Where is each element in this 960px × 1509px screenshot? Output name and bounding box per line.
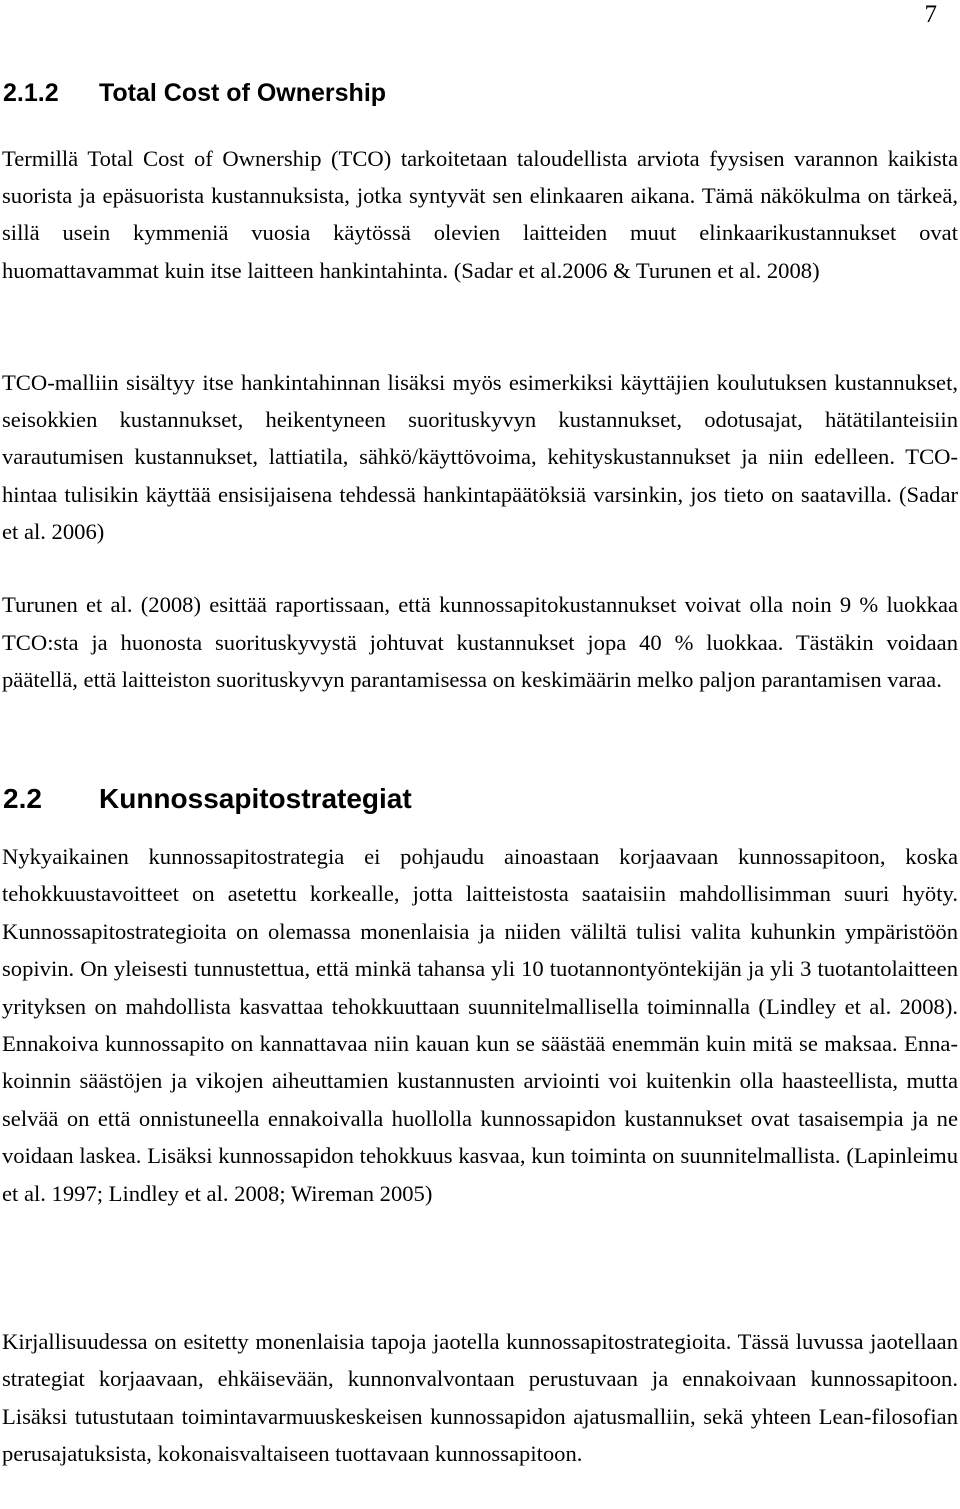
paragraph-tco-definition: Termillä Total Cost of Ownership (TCO) tarkoitetaan taloudellista arviota fyysisen varannon kaikista suorista ja epäsuorista kustannuksista, jotka syntyvät sen elinkaaren aikana. Tämä näkökulma on tärkeä, sillä usein kymmeniä vuosia käytössä olevien laitteiden muut elinkaarikustannukset ovat huomattavammat kuin itse laitteen hankintahinta. (Sadar et al.2006 & Turunen et al. 2008) bbox=[2, 146, 958, 283]
section-heading-2-1-2 bbox=[3, 77, 386, 109]
section-title: Total Cost of Ownership bbox=[99, 79, 387, 107]
section-number: 2.2 bbox=[3, 783, 42, 814]
section-title: Kunnossapitostrategiat bbox=[99, 783, 412, 814]
section-number: 2.1.2 bbox=[3, 79, 59, 107]
paragraph-modern-strategy: Nykyaikainen kunnossapitostrategia ei pohjaudu ainoastaan korjaavaan kunnossapitoon, koska tehokkuustavoitteet on asetettu korkealle, jotta laitteistosta saataisiin mahdollisimman suuri hyöty. Kunnossapitostrategioita on olemassa monenlaisia ja niiden väliltä tulisi valita kuhunkin ympäristöön sopivin. On yleisesti tunnustettua, että minkä tahansa yli 10 tuotannontyöntekijän ja yli 3 tuotantolaitteen yrityksen on mahdollista kasvattaa tehokkuuttaan suunnitelmallisella toiminnalla (Lindley et al. 2008). Ennakoiva kunnossapito on kannattavaa niin kauan kun se säästää enemmän kuin mitä se maksaa. Ennakoinnin säästöjen ja vikojen aiheuttamien kustannusten arviointi voi kuitenkin olla haasteellista, mutta selvää on että onnistuneella ennakoivalla huollolla kunnossapidon kustannukset ovat tasaisempia ja ne voidaan laskea. Lisäksi kunnossapidon tehokkuus kasvaa, kun toiminta on suunnitelmallista. (Lapinleimu et al. 1997; Lindley et al. 2008; Wireman 2005) bbox=[2, 844, 958, 1206]
paragraph-strategy-classification: Kirjallisuudessa on esitetty monenlaisia tapoja jaotella kunnossapitostrategioita. Tässä luvussa jaotellaan strategiat korjaavaan, ehkäisevään, kunnonvalvontaan perustuvaan ja ennakoivaan kunnossapitoon. Lisäksi tutustutaan toimintavarmuuskeskeisen kunnossapidon ajatusmalliin, sekä yhteen Lean-filosofian perusajatuksista, kokonaisvaltaiseen tuottavaan kunnossapitoon. bbox=[2, 1329, 958, 1466]
section-heading-2-2 bbox=[3, 781, 412, 817]
paragraph-tco-model: TCO-malliin sisältyy itse hankintahinnan lisäksi myös esimerkiksi käyttäjien koulutuksen kustannukset, seisokkien kustannukset, heikentyneen suorituskyvyn kustannukset, odotusajat, hätätilanteisiin varautumisen kustannukset, lattiatila, sähkö/käyttövoima, kehityskustannukset ja niin edelleen. TCO-hintaa tulisikin käyttää ensisijaisena tehdessä hankintapäätöksiä varsinkin, jos tieto on saatavilla. (Sadar et al. 2006) bbox=[2, 370, 958, 544]
paragraph-tco-maintenance-costs: Turunen et al. (2008) esittää raportissaan, että kunnossapitokustannukset voivat olla noin 9 % luokkaa TCO:sta ja huonosta suorituskyvystä johtuvat kustannukset jopa 40 % luokkaa. Tästäkin voidaan päätellä, että laitteiston suorituskyvyn parantamisessa on keskimäärin melko paljon parantamisen varaa. bbox=[2, 592, 958, 692]
page-number: 7 bbox=[924, 1, 937, 28]
